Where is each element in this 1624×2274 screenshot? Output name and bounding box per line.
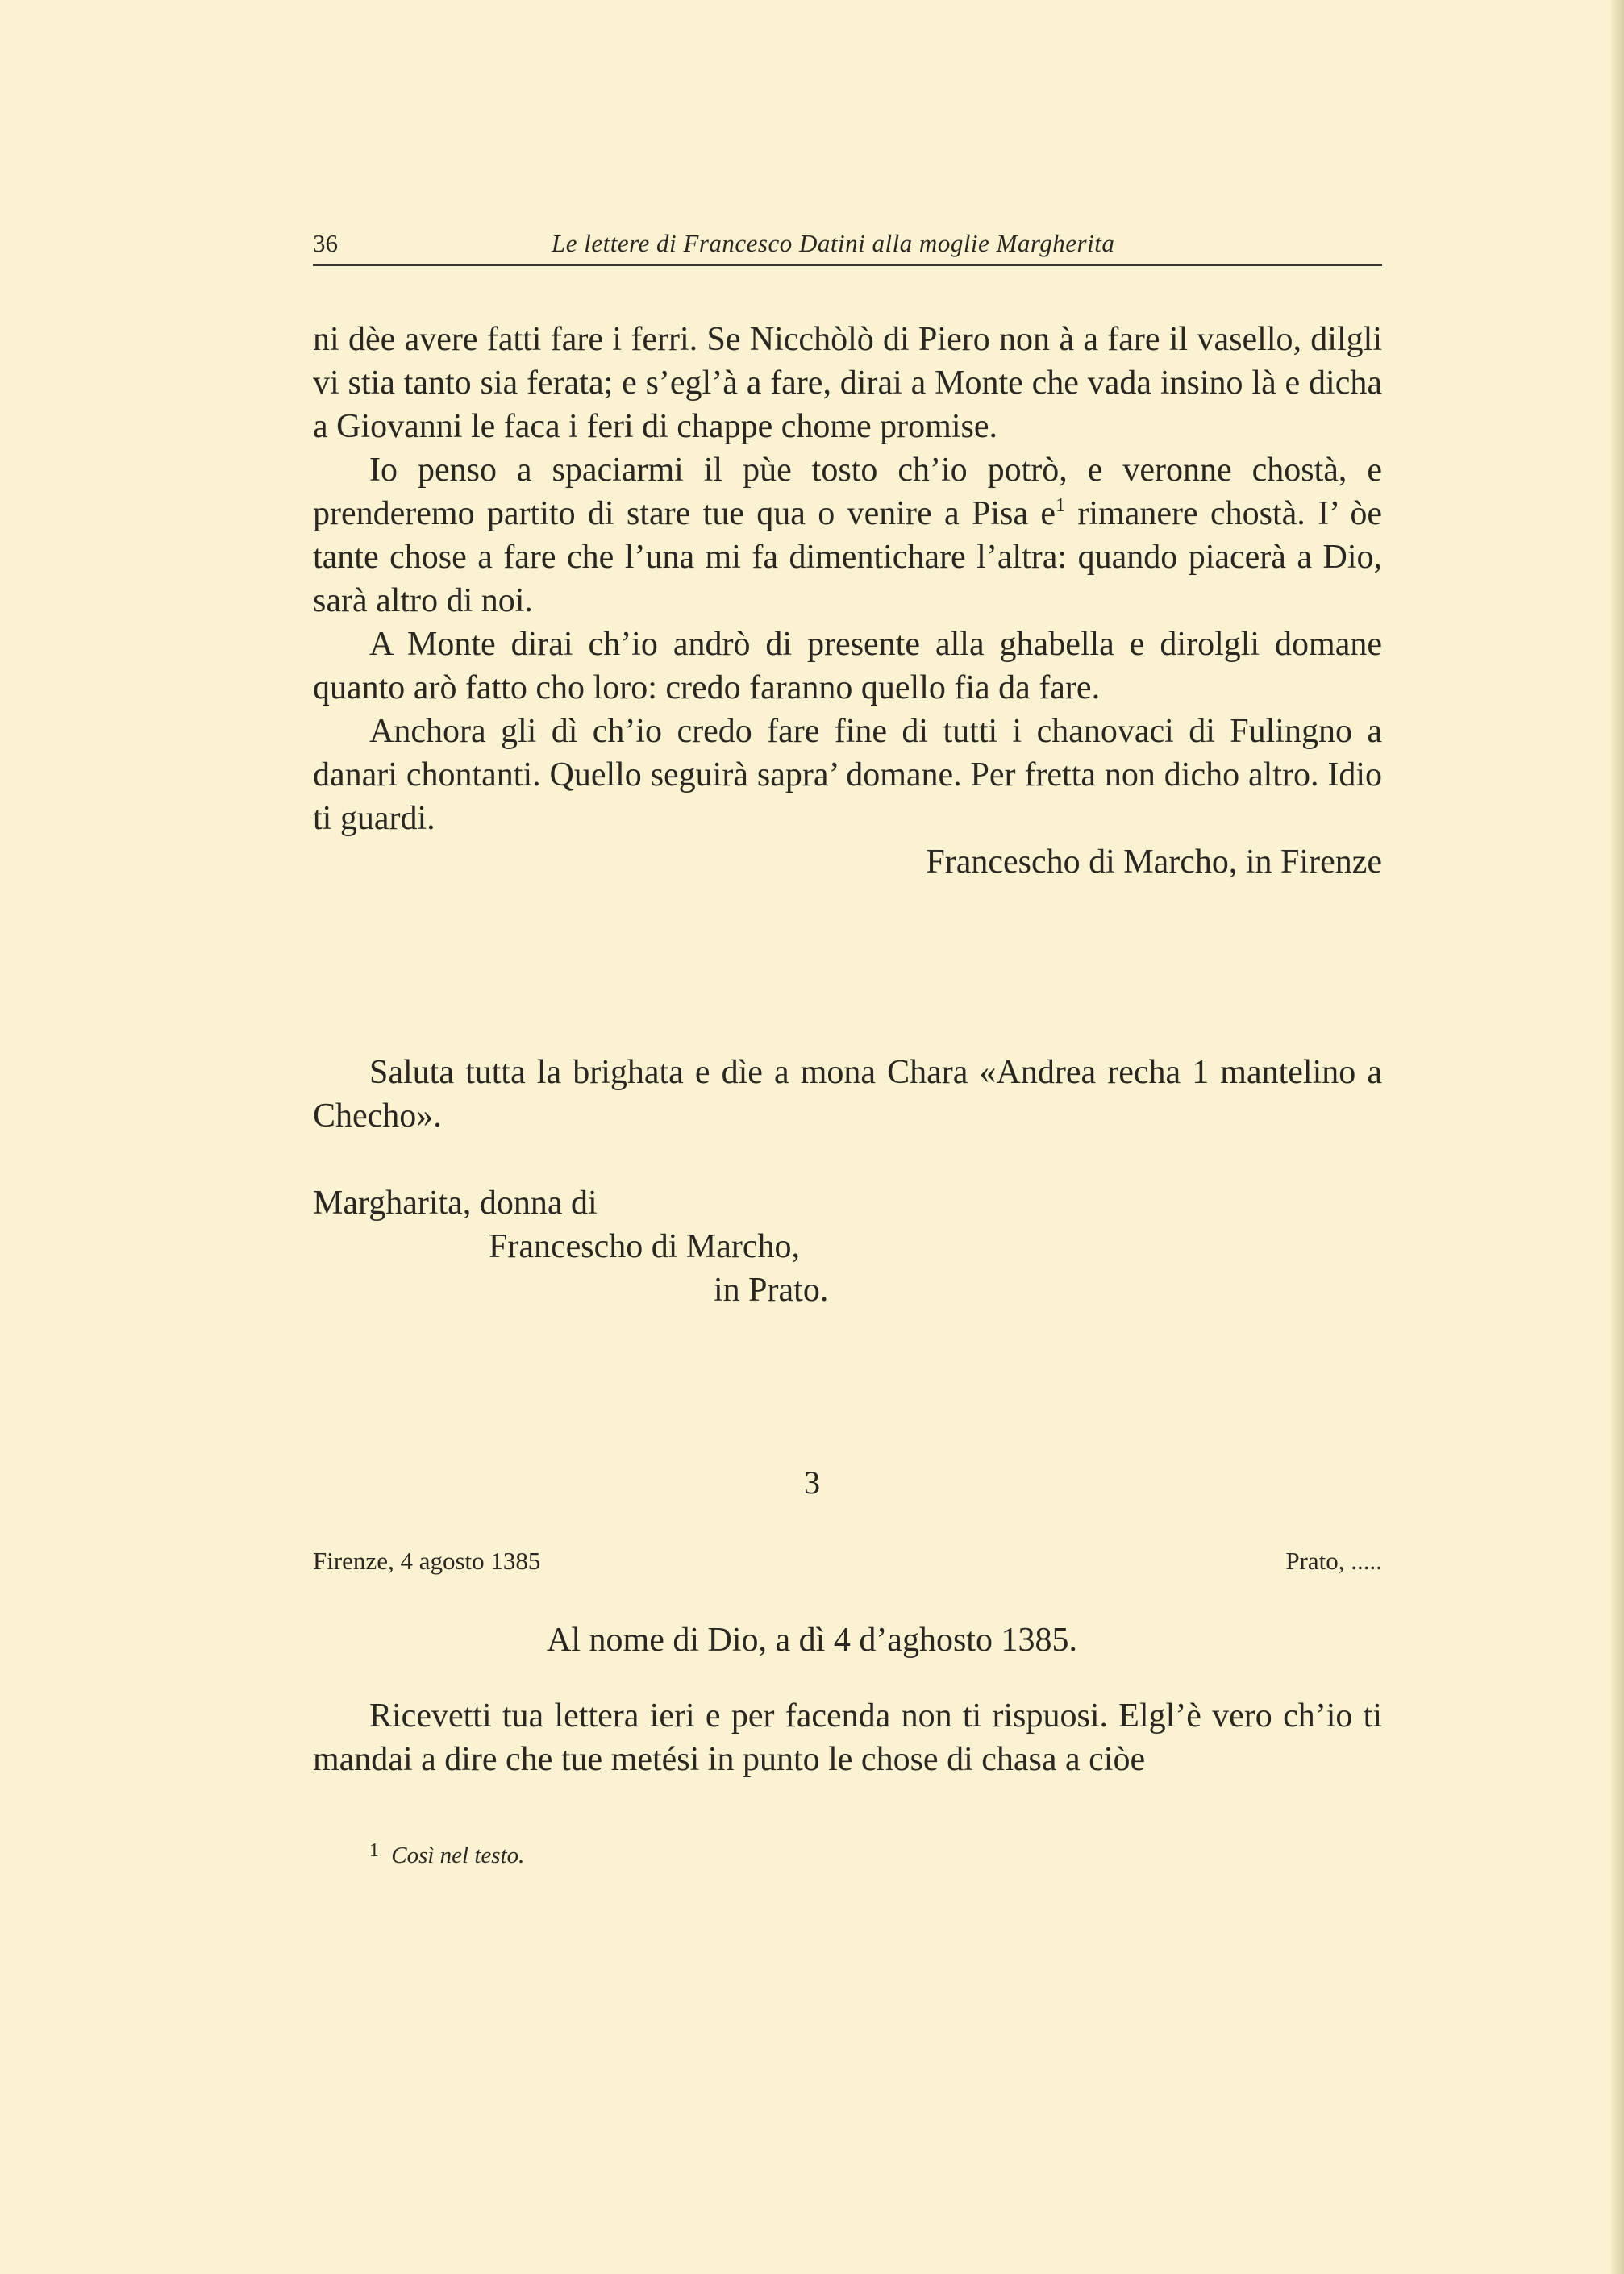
letter-3-paragraph-1: Ricevetti tua lettera ieri e per facenda non ti rispuosi. Elgl’è vero ch’io ti mandai a dire che tue metési in punto le chose di chasa a ciòe — [313, 1697, 1382, 1778]
footnote — [369, 1840, 524, 1869]
paragraph-4: Anchora gli dì ch’io credo fare fine di tutti i chanovaci di Fulingno a danari chontanti. Quello seguirà sapra’ domane. Per fretta non dicho altro. Idio ti guardi. — [313, 713, 1382, 837]
letter-number: 3 — [804, 1464, 820, 1501]
postscript: Saluta tutta la brighata e dìe a mona Chara «Andrea recha 1 mantelino a Checho». — [313, 1054, 1382, 1135]
dateline — [313, 1547, 1382, 1576]
footnote-ref: 1 — [1056, 495, 1066, 516]
letter-origin: Firenze, 4 agosto 1385 — [313, 1547, 541, 1575]
paragraph-2-text-b: rimanere chostà. I’ òe tante chose a fare che l’una mi fa dimentichare l’altra: quando piacerà a Dio, sarà altro di noi. — [313, 495, 1383, 619]
letter-body — [313, 318, 1382, 884]
address-block — [313, 1181, 877, 1312]
page-edge-shadow — [1611, 0, 1624, 2274]
paragraph-3: A Monte dirai ch’io andrò di presente alla ghabella e dirolgli domane quanto arò fatto cho loro: credo faranno quello fia da fare. — [313, 626, 1382, 706]
footnote-text: Così nel testo. — [391, 1843, 525, 1868]
letter-destination: Prato, ..... — [1285, 1547, 1382, 1575]
address-line-2: Francescho di Marcho, — [489, 1228, 801, 1265]
running-title: Le lettere di Francesco Datini alla moglie Margherita — [552, 229, 1115, 257]
paragraph-2 — [313, 448, 1382, 623]
letter-3-body — [313, 1694, 1382, 1781]
paragraph-1: ni dèe avere fatti fare i ferri. Se Nicchòlò di Piero non à a fare il vasello, dilgli vi stia tanto sia ferata; e s’egl’à a fare, dirai a Monte che vada insino là e dicha a Giovanni le faca i feri di chappe chome promise. — [313, 321, 1382, 445]
running-header — [313, 224, 1382, 266]
postscript-block — [313, 1051, 1382, 1138]
page-number: 36 — [313, 229, 338, 257]
address-line-3: in Prato. — [714, 1272, 829, 1309]
address-line-1: Margharita, donna di — [313, 1185, 598, 1222]
letter-salutation: Al nome di Dio, a dì 4 d’aghosto 1385. — [547, 1622, 1077, 1659]
signature: Francescho di Marcho, in Firenze — [926, 843, 1382, 881]
paragraph-2-text-a: Io penso a spaciarmi il pùe tosto ch’io potrò, e veronne chostà, e prenderemo partito di stare tue qua o venire a Pisa e — [313, 452, 1382, 532]
footnote-number: 1 — [369, 1840, 379, 1861]
